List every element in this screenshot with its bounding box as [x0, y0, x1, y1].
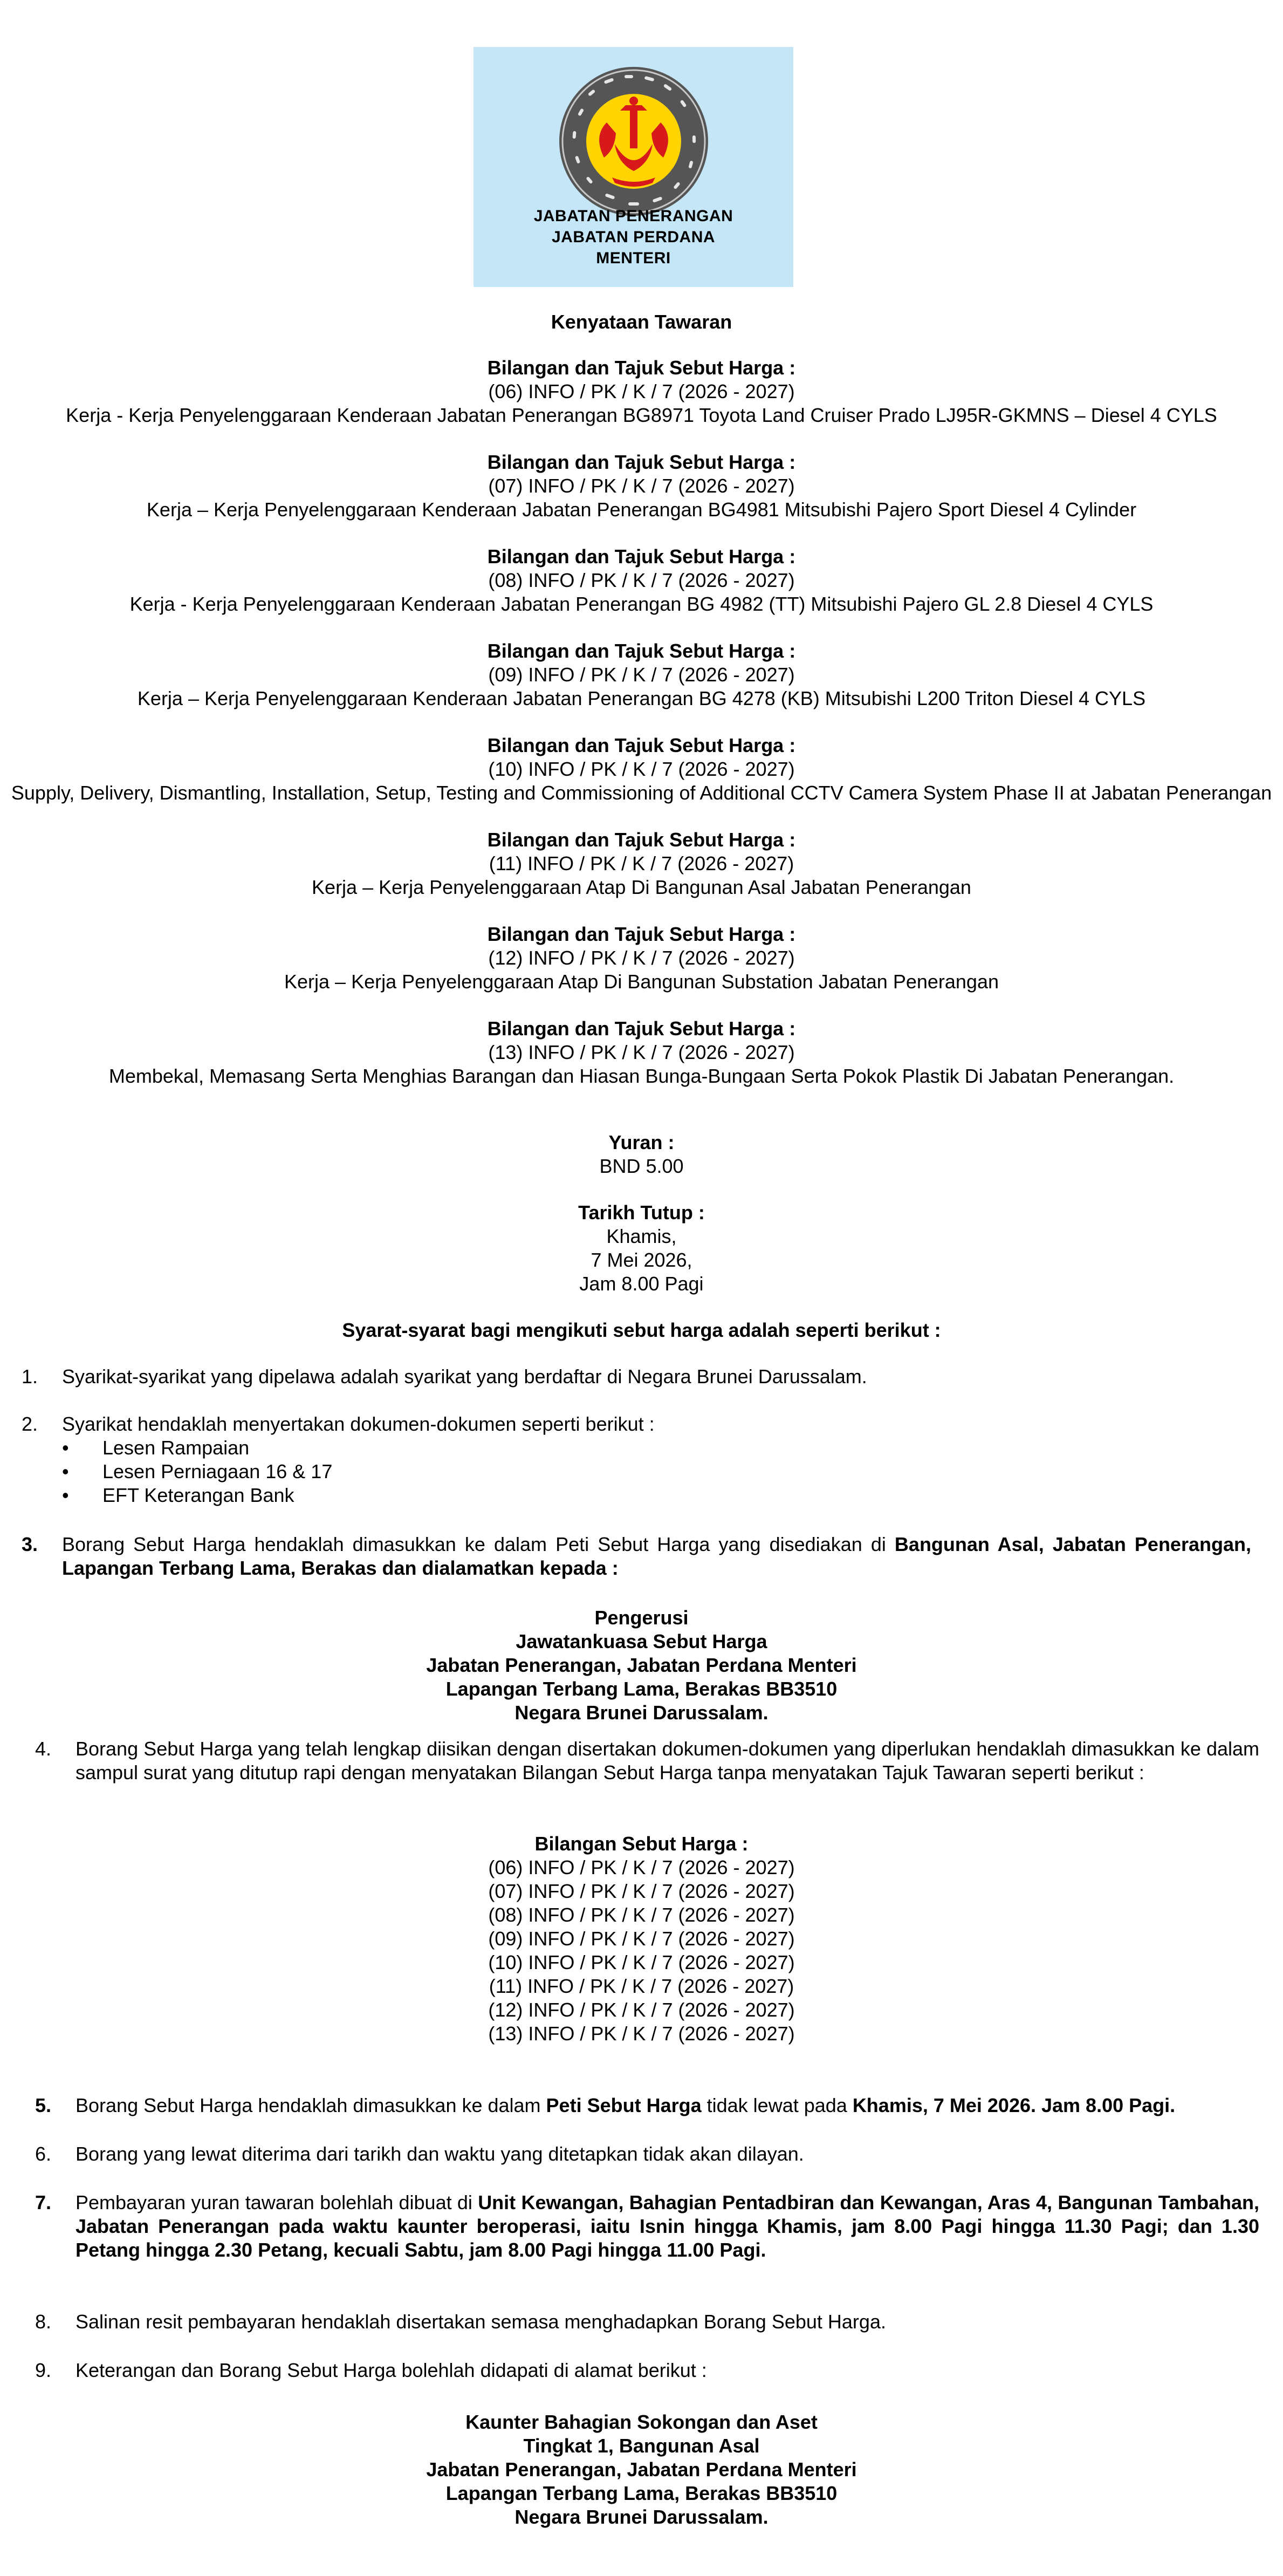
address-line: Kaunter Bahagian Sokongan dan Aset: [465, 2411, 818, 2433]
tender-heading: Bilangan dan Tajuk Sebut Harga :: [487, 451, 796, 473]
address-line: Lapangan Terbang Lama, Berakas BB3510: [445, 2482, 838, 2504]
condition-text: [76, 2191, 1259, 2262]
tender-desc: Kerja – Kerja Penyelenggaraan Kenderaan Jabatan Penerangan BG4981 Mitsubishi Pajero Sport Diesel 4 Cylinder: [146, 498, 1137, 521]
tender-ref: (07) INFO / PK / K / 7 (2026 - 2027): [488, 475, 795, 497]
tender-block: [11, 828, 1272, 899]
tender-desc: Membekal, Memasang Serta Menghias Barangan dan Hiasan Bunga-Bungaan Serta Pokok Plastik Di Jabatan Penerangan.: [108, 1065, 1175, 1087]
address-line: Lapangan Terbang Lama, Berakas BB3510: [445, 1678, 838, 1700]
list-item: (06) INFO / PK / K / 7 (2026 - 2027): [488, 1856, 795, 1878]
quotation-list-heading: Bilangan Sebut Harga :: [534, 1833, 749, 1855]
list-item: (12) INFO / PK / K / 7 (2026 - 2027): [488, 1999, 795, 2021]
condition-number: 3.: [22, 1533, 38, 1555]
tender-desc: Kerja - Kerja Penyelenggaraan Kenderaan Jabatan Penerangan BG8971 Toyota Land Cruiser Prado LJ95R-GKMNS – Diesel 4 CYLS: [66, 404, 1217, 426]
list-item: (07) INFO / PK / K / 7 (2026 - 2027): [488, 1880, 795, 1902]
tender-block: [11, 450, 1272, 522]
department-logo: [474, 47, 793, 287]
fee-section: [0, 1131, 1283, 1178]
information-address: [0, 2410, 1283, 2529]
tender-list: [11, 356, 1272, 1111]
condition-number: 9.: [35, 2359, 52, 2381]
logo-text-line2: JABATAN PERDANA: [551, 228, 716, 246]
closing-label: Tarikh Tutup :: [578, 1201, 705, 1224]
list-item: • Lesen Perniagaan 16 & 17: [62, 1460, 1251, 1484]
condition-number: 7.: [35, 2191, 52, 2213]
condition-text: Borang yang lewat diterima dari tarikh dan waktu yang ditetapkan tidak akan dilayan.: [76, 2143, 804, 2165]
tender-block: [11, 356, 1272, 427]
tender-block: [11, 545, 1272, 616]
quotation-number-list: [0, 1832, 1283, 2046]
address-line: Tingkat 1, Bangunan Asal: [523, 2435, 760, 2457]
page-title: Kenyataan Tawaran: [551, 311, 732, 333]
list-item: • Lesen Rampaian: [62, 1436, 1251, 1460]
tender-desc: Kerja – Kerja Penyelenggaraan Atap Di Bangunan Substation Jabatan Penerangan: [284, 971, 999, 993]
condition-text-part: Pembayaran yuran tawaran bolehlah dibuat di: [76, 2191, 478, 2213]
condition-item-3: [22, 1533, 1251, 1580]
condition-text-bold: Peti Sebut Harga: [546, 2094, 702, 2116]
closing-time: Jam 8.00 Pagi: [579, 1273, 704, 1295]
condition-number: 5.: [35, 2094, 52, 2116]
condition-text-bold: Unit Kewangan, Bahagian Pentadbiran dan Kewangan, Aras 4, Bangunan Tambahan, Jabatan Penerangan pada waktu kaunter beroperasi, iaitu Isnin hingga Khamis, jam 8.00 Pagi hingga 11.30 Pagi; dan 1.30 Petang hingga 2.30 Petang, kecuali Sabtu, jam 8.00 Pagi hingga 11.00 Pagi.: [76, 2191, 1259, 2261]
condition-text-part: Borang Sebut Harga hendaklah dimasukkan ke dalam Peti Sebut Harga yang disediakan di: [62, 1533, 895, 1555]
fee-label: Yuran :: [608, 1131, 675, 1153]
tender-desc: Kerja - Kerja Penyelenggaraan Kenderaan Jabatan Penerangan BG 4982 (TT) Mitsubishi Pajero GL 2.8 Diesel 4 CYLS: [129, 593, 1154, 615]
condition-text: [62, 1533, 1251, 1580]
condition-item-9: [35, 2359, 1259, 2382]
address-line: Pengerusi: [594, 1607, 689, 1629]
tender-heading: Bilangan dan Tajuk Sebut Harga :: [487, 923, 796, 945]
condition-item-8: [35, 2310, 1259, 2334]
required-documents-list: [62, 1436, 1251, 1507]
list-item: (08) INFO / PK / K / 7 (2026 - 2027): [488, 1904, 795, 1926]
condition-item-4: [35, 1737, 1259, 1785]
condition-number: 2.: [22, 1413, 38, 1435]
condition-number: 6.: [35, 2143, 52, 2165]
tender-block: [11, 923, 1272, 994]
condition-item-2: [22, 1412, 1251, 1507]
tender-block: [11, 639, 1272, 710]
address-line: Jawatankuasa Sebut Harga: [516, 1630, 767, 1652]
condition-item-5: [35, 2094, 1259, 2117]
condition-number: 1.: [22, 1365, 38, 1388]
condition-text: Syarikat hendaklah menyertakan dokumen-dokumen seperti berikut :: [62, 1413, 655, 1435]
fee-value: BND 5.00: [599, 1155, 684, 1177]
condition-number: 8.: [35, 2311, 52, 2333]
tender-block: [11, 734, 1272, 805]
tender-desc: Kerja – Kerja Penyelenggaraan Atap Di Bangunan Asal Jabatan Penerangan: [312, 876, 971, 898]
closing-date: 7 Mei 2026,: [591, 1249, 692, 1271]
list-item: (11) INFO / PK / K / 7 (2026 - 2027): [489, 1975, 794, 1997]
condition-item-6: [35, 2142, 1259, 2166]
tender-ref: (06) INFO / PK / K / 7 (2026 - 2027): [488, 380, 795, 402]
tender-heading: Bilangan dan Tajuk Sebut Harga :: [487, 545, 796, 568]
tender-heading: Bilangan dan Tajuk Sebut Harga :: [487, 829, 796, 851]
condition-text: Keterangan dan Borang Sebut Harga bolehlah didapati di alamat berikut :: [76, 2359, 707, 2381]
tender-desc: Kerja – Kerja Penyelenggaraan Kenderaan Jabatan Penerangan BG 4278 (KB) Mitsubishi L200 Triton Diesel 4 CYLS: [137, 687, 1146, 709]
condition-text: Salinan resit pembayaran hendaklah disertakan semasa menghadapkan Borang Sebut Harga.: [76, 2311, 886, 2333]
submission-address: [0, 1606, 1283, 1725]
condition-text-part: Borang Sebut Harga hendaklah dimasukkan ke dalam: [76, 2094, 546, 2116]
address-line: Jabatan Penerangan, Jabatan Perdana Menteri: [426, 1654, 857, 1676]
list-item: (10) INFO / PK / K / 7 (2026 - 2027): [488, 1951, 795, 1973]
tender-ref: (10) INFO / PK / K / 7 (2026 - 2027): [488, 758, 795, 780]
closing-day: Khamis,: [606, 1225, 677, 1247]
tender-ref: (08) INFO / PK / K / 7 (2026 - 2027): [488, 569, 795, 591]
condition-text-bold: Khamis, 7 Mei 2026. Jam 8.00 Pagi.: [852, 2094, 1176, 2116]
condition-item-7: [35, 2191, 1259, 2262]
tender-heading: Bilangan dan Tajuk Sebut Harga :: [487, 1017, 796, 1040]
list-item: (09) INFO / PK / K / 7 (2026 - 2027): [488, 1928, 795, 1950]
address-line: Negara Brunei Darussalam.: [514, 2506, 769, 2528]
tender-ref: (09) INFO / PK / K / 7 (2026 - 2027): [488, 664, 795, 686]
logo-text-line1: JABATAN PENERANGAN: [533, 207, 733, 225]
tender-heading: Bilangan dan Tajuk Sebut Harga :: [487, 734, 796, 756]
address-line: Negara Brunei Darussalam.: [514, 1702, 769, 1724]
list-item: • EFT Keterangan Bank: [62, 1484, 1251, 1507]
brunei-crest-emblem: [555, 63, 712, 220]
conditions-heading: Syarat-syarat bagi mengikuti sebut harga adalah seperti berikut :: [342, 1319, 941, 1341]
condition-item-1: [22, 1365, 1251, 1389]
list-item: (13) INFO / PK / K / 7 (2026 - 2027): [488, 2022, 795, 2045]
logo-text-line3: MENTERI: [596, 249, 671, 267]
closing-date-section: [0, 1201, 1283, 1296]
condition-text: Syarikat-syarikat yang dipelawa adalah syarikat yang berdaftar di Negara Brunei Darussalam.: [62, 1365, 867, 1388]
address-line: Jabatan Penerangan, Jabatan Perdana Menteri: [426, 2458, 857, 2481]
condition-text: Borang Sebut Harga yang telah lengkap diisikan dengan disertakan dokumen-dokumen yang diperlukan hendaklah dimasukkan ke dalam sampul surat yang ditutup rapi dengan menyatakan Bilangan Sebut Harga tanpa menyatakan Tajuk Tawaran seperti berikut :: [76, 1738, 1259, 1784]
condition-text-part: tidak lewat pada: [701, 2094, 853, 2116]
condition-number: 4.: [35, 1738, 52, 1760]
tender-heading: Bilangan dan Tajuk Sebut Harga :: [487, 357, 796, 379]
tender-ref: (13) INFO / PK / K / 7 (2026 - 2027): [488, 1041, 795, 1063]
condition-text: [76, 2094, 1259, 2117]
tender-block: [11, 1017, 1272, 1088]
condition-text-bold: Bangunan Asal, Jabatan Penerangan, Lapangan Terbang Lama, Berakas dan dialamatkan kepada :: [62, 1533, 1251, 1579]
tender-ref: (12) INFO / PK / K / 7 (2026 - 2027): [488, 947, 795, 969]
tender-desc: Supply, Delivery, Dismantling, Installation, Setup, Testing and Commissioning of Additional CCTV Camera System Phase II at Jabatan Penerangan: [11, 782, 1272, 804]
tender-ref: (11) INFO / PK / K / 7 (2026 - 2027): [489, 852, 794, 874]
tender-heading: Bilangan dan Tajuk Sebut Harga :: [487, 640, 796, 662]
